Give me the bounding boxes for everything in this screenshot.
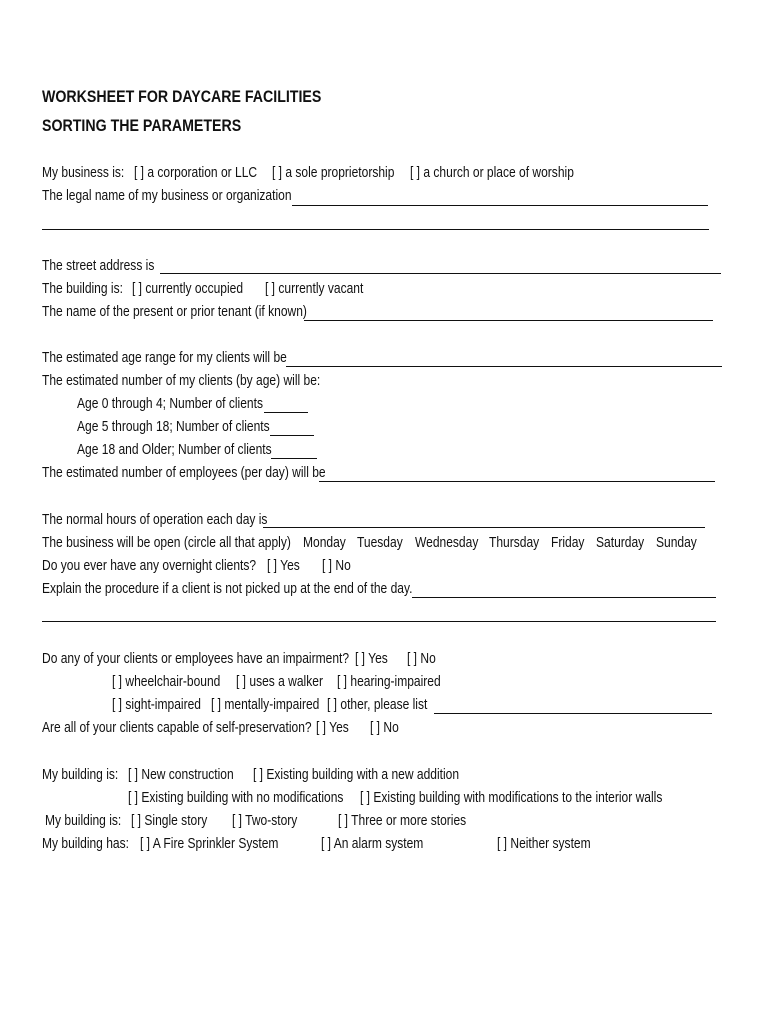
option-existing-interior-modifications[interactable]: [ ] Existing building with modifications to the interior walls <box>360 790 663 806</box>
age-group-0-4-label: Age 0 through 4; Number of clients <box>77 396 263 412</box>
option-single-story[interactable]: [ ] Single story <box>131 813 208 829</box>
street-address-label: The street address is <box>42 258 155 274</box>
worksheet-subtitle: SORTING THE PARAMETERS <box>42 117 242 135</box>
day-saturday[interactable]: Saturday <box>596 535 645 551</box>
option-impairment-yes[interactable]: [ ] Yes <box>355 651 388 667</box>
option-corporation-llc[interactable]: [ ] a corporation or LLC <box>134 165 258 181</box>
option-alarm-system[interactable]: [ ] An alarm system <box>321 836 424 852</box>
option-currently-vacant[interactable]: [ ] currently vacant <box>265 281 364 297</box>
day-friday[interactable]: Friday <box>551 535 585 551</box>
option-self-preservation-yes[interactable]: [ ] Yes <box>316 720 349 736</box>
age-group-5-18-label: Age 5 through 18; Number of clients <box>77 419 270 435</box>
option-neither-system[interactable]: [ ] Neither system <box>497 836 591 852</box>
option-new-construction[interactable]: [ ] New construction <box>128 767 234 783</box>
option-sight-impaired[interactable]: [ ] sight-impaired <box>112 697 201 713</box>
self-preservation-label: Are all of your clients capable of self-preservation? <box>42 720 312 736</box>
option-self-preservation-no[interactable]: [ ] No <box>370 720 399 736</box>
worksheet-title: WORKSHEET FOR DAYCARE FACILITIES <box>42 88 322 106</box>
employees-label: The estimated number of employees (per day) will be <box>42 465 326 481</box>
legal-name-field[interactable] <box>292 205 708 206</box>
option-sole-proprietorship[interactable]: [ ] a sole proprietorship <box>272 165 395 181</box>
day-tuesday[interactable]: Tuesday <box>357 535 403 551</box>
pickup-procedure-field[interactable] <box>412 597 716 598</box>
age-group-5-18-field[interactable] <box>270 435 314 436</box>
option-mentally-impaired[interactable]: [ ] mentally-impaired <box>211 697 320 713</box>
systems-label: My building has: <box>42 836 129 852</box>
legal-name-field-continued[interactable] <box>42 229 709 230</box>
day-thursday[interactable]: Thursday <box>489 535 540 551</box>
age-group-18-plus-field[interactable] <box>271 458 317 459</box>
age-range-label: The estimated age range for my clients will be <box>42 350 287 366</box>
option-impairment-no[interactable]: [ ] No <box>407 651 436 667</box>
building-status-label: The building is: <box>42 281 123 297</box>
day-monday[interactable]: Monday <box>303 535 346 551</box>
age-range-field[interactable] <box>286 366 722 367</box>
day-wednesday[interactable]: Wednesday <box>415 535 479 551</box>
option-other-impairment[interactable]: [ ] other, please list <box>327 697 428 713</box>
other-impairment-field[interactable] <box>434 713 712 714</box>
option-fire-sprinkler[interactable]: [ ] A Fire Sprinkler System <box>140 836 279 852</box>
employees-field[interactable] <box>319 481 715 482</box>
age-group-18-plus-label: Age 18 and Older; Number of clients <box>77 442 272 458</box>
impairment-question: Do any of your clients or employees have an impairment? <box>42 651 350 667</box>
open-days-label: The business will be open (circle all that apply) <box>42 535 291 551</box>
stories-label: My building is: <box>45 813 122 829</box>
construction-label: My building is: <box>42 767 119 783</box>
option-overnight-yes[interactable]: [ ] Yes <box>267 558 300 574</box>
age-group-0-4-field[interactable] <box>264 412 308 413</box>
option-three-or-more-stories[interactable]: [ ] Three or more stories <box>338 813 467 829</box>
option-overnight-no[interactable]: [ ] No <box>322 558 351 574</box>
option-church-worship[interactable]: [ ] a church or place of worship <box>410 165 574 181</box>
business-type-label: My business is: <box>42 165 125 181</box>
pickup-procedure-field-continued[interactable] <box>42 621 716 622</box>
legal-name-label: The legal name of my business or organization <box>42 188 292 204</box>
client-count-label: The estimated number of my clients (by age) will be: <box>42 373 321 389</box>
option-two-story[interactable]: [ ] Two-story <box>232 813 298 829</box>
option-existing-no-modifications[interactable]: [ ] Existing building with no modifications <box>128 790 344 806</box>
option-uses-walker[interactable]: [ ] uses a walker <box>236 674 323 690</box>
hours-field[interactable] <box>263 527 705 528</box>
pickup-procedure-label: Explain the procedure if a client is not picked up at the end of the day. <box>42 581 413 597</box>
day-sunday[interactable]: Sunday <box>656 535 697 551</box>
option-hearing-impaired[interactable]: [ ] hearing-impaired <box>337 674 441 690</box>
tenant-name-field[interactable] <box>304 320 713 321</box>
option-currently-occupied[interactable]: [ ] currently occupied <box>132 281 244 297</box>
tenant-name-label: The name of the present or prior tenant (if known) <box>42 304 307 320</box>
option-wheelchair-bound[interactable]: [ ] wheelchair-bound <box>112 674 221 690</box>
street-address-field[interactable] <box>160 273 721 274</box>
hours-label: The normal hours of operation each day is <box>42 512 268 528</box>
overnight-label: Do you ever have any overnight clients? <box>42 558 257 574</box>
option-existing-new-addition[interactable]: [ ] Existing building with a new addition <box>253 767 460 783</box>
